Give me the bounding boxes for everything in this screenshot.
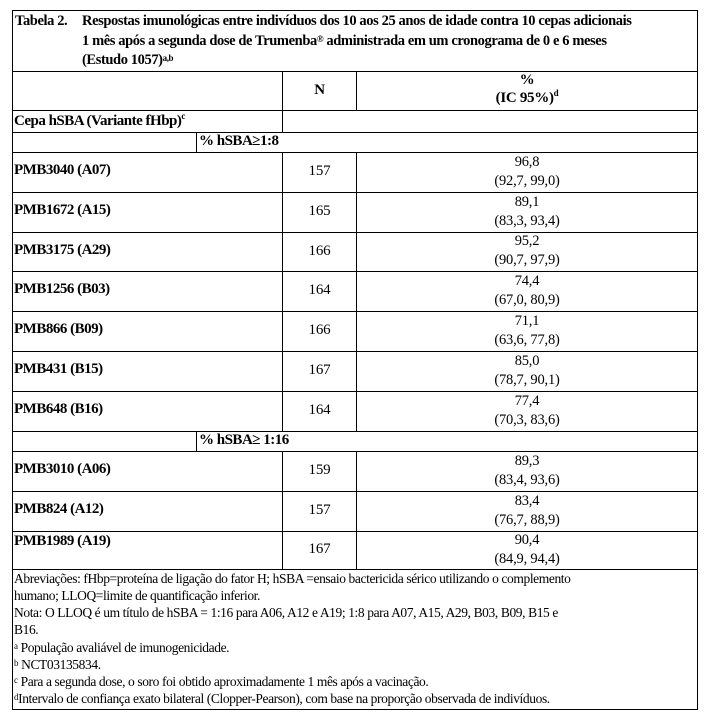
border-left xyxy=(12,10,13,710)
pct-value: 89,3 xyxy=(514,453,540,469)
n-value: 157 xyxy=(308,163,331,179)
registered-mark: ® xyxy=(316,34,324,44)
footnote-mark: d xyxy=(14,692,19,702)
footnote-mark: c xyxy=(14,675,18,685)
group-label-1-8: % hSBA≥1:8 xyxy=(199,133,279,149)
footnote-d xyxy=(14,691,550,707)
pct-value: 71,1 xyxy=(514,313,540,329)
footnote-a xyxy=(14,640,229,656)
footnote-text: População avaliável de imunogenicidade. xyxy=(20,640,230,655)
strain-name: PMB866 (B09) xyxy=(14,321,103,337)
n-value: 166 xyxy=(308,243,331,259)
n-value: 166 xyxy=(308,322,331,338)
table-label: Tabela 2. xyxy=(15,13,68,29)
pct-value: 95,2 xyxy=(514,233,540,249)
pct-value: 96,8 xyxy=(514,154,540,170)
border-bottom xyxy=(12,709,698,710)
footnote-text: Intervalo de confiança exato bilateral (Clopper-Pearson), com base na proporção observada de indivíduos. xyxy=(18,691,550,706)
strain-name: PMB824 (A12) xyxy=(14,501,104,517)
pct-value: 85,0 xyxy=(514,353,540,369)
title-line-3 xyxy=(82,50,173,70)
strain-header xyxy=(14,113,185,130)
strain-name: PMB3010 (A06) xyxy=(14,461,111,477)
ci-value: (63,6, 77,8) xyxy=(494,332,560,348)
strain-name: PMB1989 (A19) xyxy=(14,533,111,549)
ci-value: (67,0, 80,9) xyxy=(494,292,560,308)
strain-name: PMB431 (B15) xyxy=(14,361,103,377)
footnote-mark: b xyxy=(14,658,19,668)
ci-value: (76,7, 88,9) xyxy=(494,512,560,528)
n-value: 159 xyxy=(308,462,331,478)
footnote-text: NCT03135834. xyxy=(21,657,101,672)
footnote-c xyxy=(14,674,428,690)
strain-header-mark: c xyxy=(181,111,185,121)
border-right xyxy=(697,10,698,710)
pct-value: 83,4 xyxy=(514,493,540,509)
header-n: N xyxy=(314,82,325,98)
note-line-2: B16. xyxy=(14,622,39,637)
ci-value: (92,7, 99,0) xyxy=(494,173,560,189)
footnote-mark: a xyxy=(14,641,18,651)
footnote-b xyxy=(14,657,101,673)
ci-value: (83,4, 93,6) xyxy=(494,472,560,488)
pct-value: 77,4 xyxy=(514,393,540,409)
ci-value: (90,7, 97,9) xyxy=(494,252,560,268)
header-ci xyxy=(357,90,697,107)
strain-name: PMB1672 (A15) xyxy=(14,202,111,218)
n-value: 167 xyxy=(308,362,331,378)
n-value: 167 xyxy=(308,541,331,557)
pct-value: 90,4 xyxy=(514,532,540,548)
title-line-2b-text: administrada em um cronograma de 0 e 6 meses xyxy=(326,33,607,49)
n-value: 157 xyxy=(308,502,331,518)
note-line-1: Nota: O LLOQ é um título de hSBA = 1:16 para A06, A12 e A19; 1:8 para A07, A15, A29, B03, B09, B15 e xyxy=(14,605,558,620)
strain-name: PMB1256 (B03) xyxy=(14,281,110,297)
abbreviations-line-2: humano; LLOQ=limite de quantificação inferior. xyxy=(14,588,261,603)
rule xyxy=(12,431,698,432)
header-pct: % xyxy=(519,72,535,88)
n-value: 164 xyxy=(308,282,331,298)
title-footnote-marks: a,b xyxy=(162,53,174,63)
n-value: 165 xyxy=(308,203,331,219)
subheader-divider xyxy=(196,132,197,152)
header-ci-mark: d xyxy=(553,88,559,98)
strain-name: PMB3175 (A29) xyxy=(14,242,111,258)
group-label-1-16: % hSBA≥ 1:16 xyxy=(199,432,289,448)
pct-value: 74,4 xyxy=(514,273,540,289)
footnote-text: Para a segunda dose, o soro foi obtido aproximadamente 1 mês após a vacinação. xyxy=(20,674,429,689)
ci-value: (83,3, 93,4) xyxy=(494,213,560,229)
rule xyxy=(12,569,698,570)
rule xyxy=(12,110,698,111)
n-value: 164 xyxy=(308,402,331,418)
pct-value: 89,1 xyxy=(514,194,540,210)
title-line-2-text: 1 mês após a segunda dose de Trumenba xyxy=(82,33,317,49)
ci-value: (78,7, 90,1) xyxy=(494,372,560,388)
header-ci-text: (IC 95%) xyxy=(495,90,554,106)
strain-header-text: Cepa hSBA (Variante fHbp) xyxy=(14,113,182,129)
title-line-1: Respostas imunológicas entre indivíduos dos 10 aos 25 anos de idade contra 10 cepas adicionais xyxy=(82,13,632,29)
strain-name: PMB3040 (A07) xyxy=(14,162,111,178)
ci-value: (70,3, 83,6) xyxy=(494,412,560,428)
col-divider-n xyxy=(282,71,283,132)
strain-name: PMB648 (B16) xyxy=(14,401,103,417)
rule xyxy=(12,132,698,133)
abbreviations-line-1: Abreviações: fHbp=proteína de ligação do fator H; hSBA =ensaio bactericida sérico utilizando o complemento xyxy=(14,571,571,586)
ci-value: (84,9, 94,4) xyxy=(494,551,560,567)
subheader-divider xyxy=(196,431,197,451)
title-line-2 xyxy=(82,31,607,51)
title-line-3-text: (Estudo 1057) xyxy=(82,52,163,68)
